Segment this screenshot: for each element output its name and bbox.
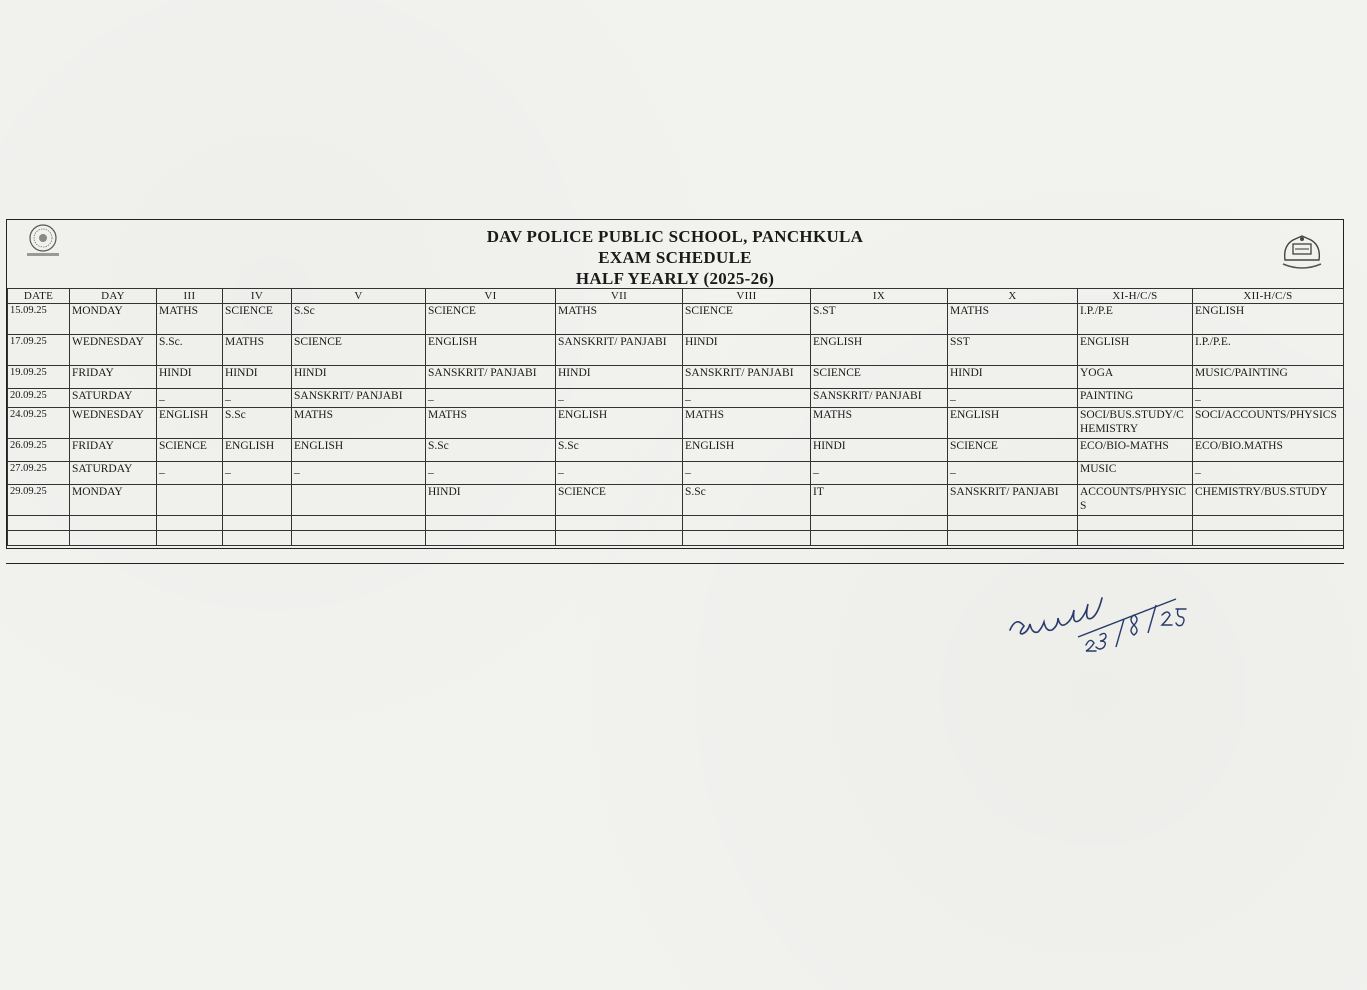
subject-cell: _ — [683, 389, 811, 408]
subject-cell: HINDI — [426, 485, 556, 516]
subject-cell: HINDI — [556, 366, 683, 389]
column-header: IV — [223, 289, 292, 304]
subject-cell: MATHS — [556, 304, 683, 335]
subject-cell: HINDI — [292, 366, 426, 389]
subject-cell: S.Sc — [223, 408, 292, 439]
subject-cell — [223, 531, 292, 546]
subject-cell: ECO/BIO-MATHS — [1078, 439, 1193, 462]
table-row — [8, 408, 1344, 439]
subject-cell — [1078, 516, 1193, 531]
column-header: DATE — [8, 289, 70, 304]
subject-cell: _ — [556, 462, 683, 485]
subject-cell: MATHS — [223, 335, 292, 366]
subject-cell: HINDI — [223, 366, 292, 389]
subject-cell: ENGLISH — [1193, 304, 1344, 335]
column-header: XI-H/C/S — [1078, 289, 1193, 304]
police-emblem-icon — [1277, 230, 1327, 272]
subject-cell — [1193, 531, 1344, 546]
table-header-row — [8, 289, 1344, 304]
subject-cell: _ — [811, 462, 948, 485]
subject-cell: _ — [223, 462, 292, 485]
subject-cell: _ — [683, 462, 811, 485]
schedule-sheet — [6, 219, 1344, 549]
subject-cell — [556, 516, 683, 531]
subject-cell: MATHS — [948, 304, 1078, 335]
subject-cell: I.P./P.E. — [1193, 335, 1344, 366]
subject-cell: _ — [292, 462, 426, 485]
subject-cell — [1193, 516, 1344, 531]
column-header: VII — [556, 289, 683, 304]
date-cell — [8, 516, 70, 531]
table-row — [8, 389, 1344, 408]
subject-cell: ENGLISH — [811, 335, 948, 366]
subject-cell: SCIENCE — [556, 485, 683, 516]
subject-cell: YOGA — [1078, 366, 1193, 389]
column-header: XII-H/C/S — [1193, 289, 1344, 304]
subject-cell — [556, 531, 683, 546]
subject-cell: _ — [157, 389, 223, 408]
date-cell: 29.09.25 — [8, 485, 70, 516]
exam-schedule-table — [7, 288, 1344, 546]
subject-cell: HINDI — [811, 439, 948, 462]
date-cell: 27.09.25 — [8, 462, 70, 485]
subject-cell: ECO/BIO.MATHS — [1193, 439, 1344, 462]
subject-cell: I.P./P.E — [1078, 304, 1193, 335]
table-row — [8, 304, 1344, 335]
subject-cell: ENGLISH — [157, 408, 223, 439]
subject-cell: _ — [556, 389, 683, 408]
subject-cell — [948, 531, 1078, 546]
day-cell: SATURDAY — [70, 389, 157, 408]
subject-cell — [292, 516, 426, 531]
subject-cell: SANSKRIT/ PANJABI — [948, 485, 1078, 516]
subject-cell: _ — [426, 462, 556, 485]
subject-cell: MATHS — [426, 408, 556, 439]
day-cell: WEDNESDAY — [70, 335, 157, 366]
subject-cell — [811, 516, 948, 531]
subject-cell: SCIENCE — [683, 304, 811, 335]
day-cell: WEDNESDAY — [70, 408, 157, 439]
subject-cell: HINDI — [157, 366, 223, 389]
subject-cell: MUSIC/PAINTING — [1193, 366, 1344, 389]
subject-cell: SANSKRIT/ PANJABI — [556, 335, 683, 366]
subject-cell — [811, 531, 948, 546]
day-cell: MONDAY — [70, 304, 157, 335]
subject-cell — [157, 485, 223, 516]
column-header: X — [948, 289, 1078, 304]
table-row — [8, 516, 1344, 531]
subject-cell — [157, 531, 223, 546]
subject-cell: ENGLISH — [292, 439, 426, 462]
subject-cell: S.Sc — [683, 485, 811, 516]
subject-cell: _ — [426, 389, 556, 408]
subject-cell: ENGLISH — [1078, 335, 1193, 366]
exam-term: HALF YEARLY (2025-26) — [575, 269, 775, 288]
column-header: V — [292, 289, 426, 304]
day-cell — [70, 516, 157, 531]
subject-cell: SOCI/BUS.STUDY/C HEMISTRY — [1078, 408, 1193, 439]
subject-cell: SANSKRIT/ PANJABI — [292, 389, 426, 408]
subject-cell: S.Sc — [292, 304, 426, 335]
subject-cell: MATHS — [683, 408, 811, 439]
subject-cell: SOCI/ACCOUNTS/PHYSICS — [1193, 408, 1344, 439]
date-cell: 26.09.25 — [8, 439, 70, 462]
subject-cell — [292, 485, 426, 516]
school-name: DAV POLICE PUBLIC SCHOOL, PANCHKULA — [486, 227, 864, 246]
subject-cell: SANSKRIT/ PANJABI — [683, 366, 811, 389]
subject-cell: SST — [948, 335, 1078, 366]
subject-cell: S.Sc — [426, 439, 556, 462]
column-header: III — [157, 289, 223, 304]
subject-cell — [223, 516, 292, 531]
table-row — [8, 439, 1344, 462]
subject-cell: CHEMISTRY/BUS.STUDY — [1193, 485, 1344, 516]
subject-cell: ENGLISH — [948, 408, 1078, 439]
table-row — [8, 531, 1344, 546]
subject-cell: S.Sc. — [157, 335, 223, 366]
bottom-rule — [6, 563, 1344, 564]
table-row — [8, 462, 1344, 485]
subject-cell: _ — [948, 389, 1078, 408]
subject-cell: _ — [948, 462, 1078, 485]
subject-cell: SCIENCE — [811, 366, 948, 389]
subject-cell — [426, 516, 556, 531]
subject-cell — [683, 516, 811, 531]
subject-cell: S.Sc — [556, 439, 683, 462]
subject-cell: HINDI — [948, 366, 1078, 389]
document-title: EXAM SCHEDULE — [598, 248, 752, 267]
subject-cell: _ — [157, 462, 223, 485]
date-cell: 15.09.25 — [8, 304, 70, 335]
date-cell: 24.09.25 — [8, 408, 70, 439]
subject-cell: SANSKRIT/ PANJABI — [811, 389, 948, 408]
subject-cell: ENGLISH — [683, 439, 811, 462]
handwritten-signature — [1000, 575, 1200, 655]
date-cell — [8, 531, 70, 546]
subject-cell: ACCOUNTS/PHYSIC S — [1078, 485, 1193, 516]
column-header: VI — [426, 289, 556, 304]
table-row — [8, 366, 1344, 389]
subject-cell: SCIENCE — [426, 304, 556, 335]
school-crest-icon — [21, 220, 65, 260]
subject-cell: ENGLISH — [556, 408, 683, 439]
day-cell — [70, 531, 157, 546]
day-cell: MONDAY — [70, 485, 157, 516]
subject-cell — [1078, 531, 1193, 546]
column-header: DAY — [70, 289, 157, 304]
date-cell: 20.09.25 — [8, 389, 70, 408]
subject-cell: SANSKRIT/ PANJABI — [426, 366, 556, 389]
subject-cell: S.ST — [811, 304, 948, 335]
subject-cell: SCIENCE — [223, 304, 292, 335]
subject-cell: HINDI — [683, 335, 811, 366]
subject-cell — [426, 531, 556, 546]
schedule-header — [7, 220, 1343, 288]
column-header: VIII — [683, 289, 811, 304]
subject-cell: MATHS — [157, 304, 223, 335]
subject-cell: ENGLISH — [223, 439, 292, 462]
subject-cell: MUSIC — [1078, 462, 1193, 485]
date-cell: 19.09.25 — [8, 366, 70, 389]
subject-cell: SCIENCE — [157, 439, 223, 462]
subject-cell: MATHS — [811, 408, 948, 439]
subject-cell: MATHS — [292, 408, 426, 439]
subject-cell: _ — [1193, 389, 1344, 408]
subject-cell: SCIENCE — [292, 335, 426, 366]
subject-cell — [223, 485, 292, 516]
day-cell: FRIDAY — [70, 439, 157, 462]
subject-cell — [292, 531, 426, 546]
subject-cell: _ — [1193, 462, 1344, 485]
subject-cell — [948, 516, 1078, 531]
subject-cell: SCIENCE — [948, 439, 1078, 462]
day-cell: SATURDAY — [70, 462, 157, 485]
subject-cell: IT — [811, 485, 948, 516]
subject-cell: PAINTING — [1078, 389, 1193, 408]
subject-cell — [683, 531, 811, 546]
date-cell: 17.09.25 — [8, 335, 70, 366]
day-cell: FRIDAY — [70, 366, 157, 389]
subject-cell: _ — [223, 389, 292, 408]
subject-cell — [157, 516, 223, 531]
table-row — [8, 485, 1344, 516]
subject-cell: ENGLISH — [426, 335, 556, 366]
table-row — [8, 335, 1344, 366]
column-header: IX — [811, 289, 948, 304]
